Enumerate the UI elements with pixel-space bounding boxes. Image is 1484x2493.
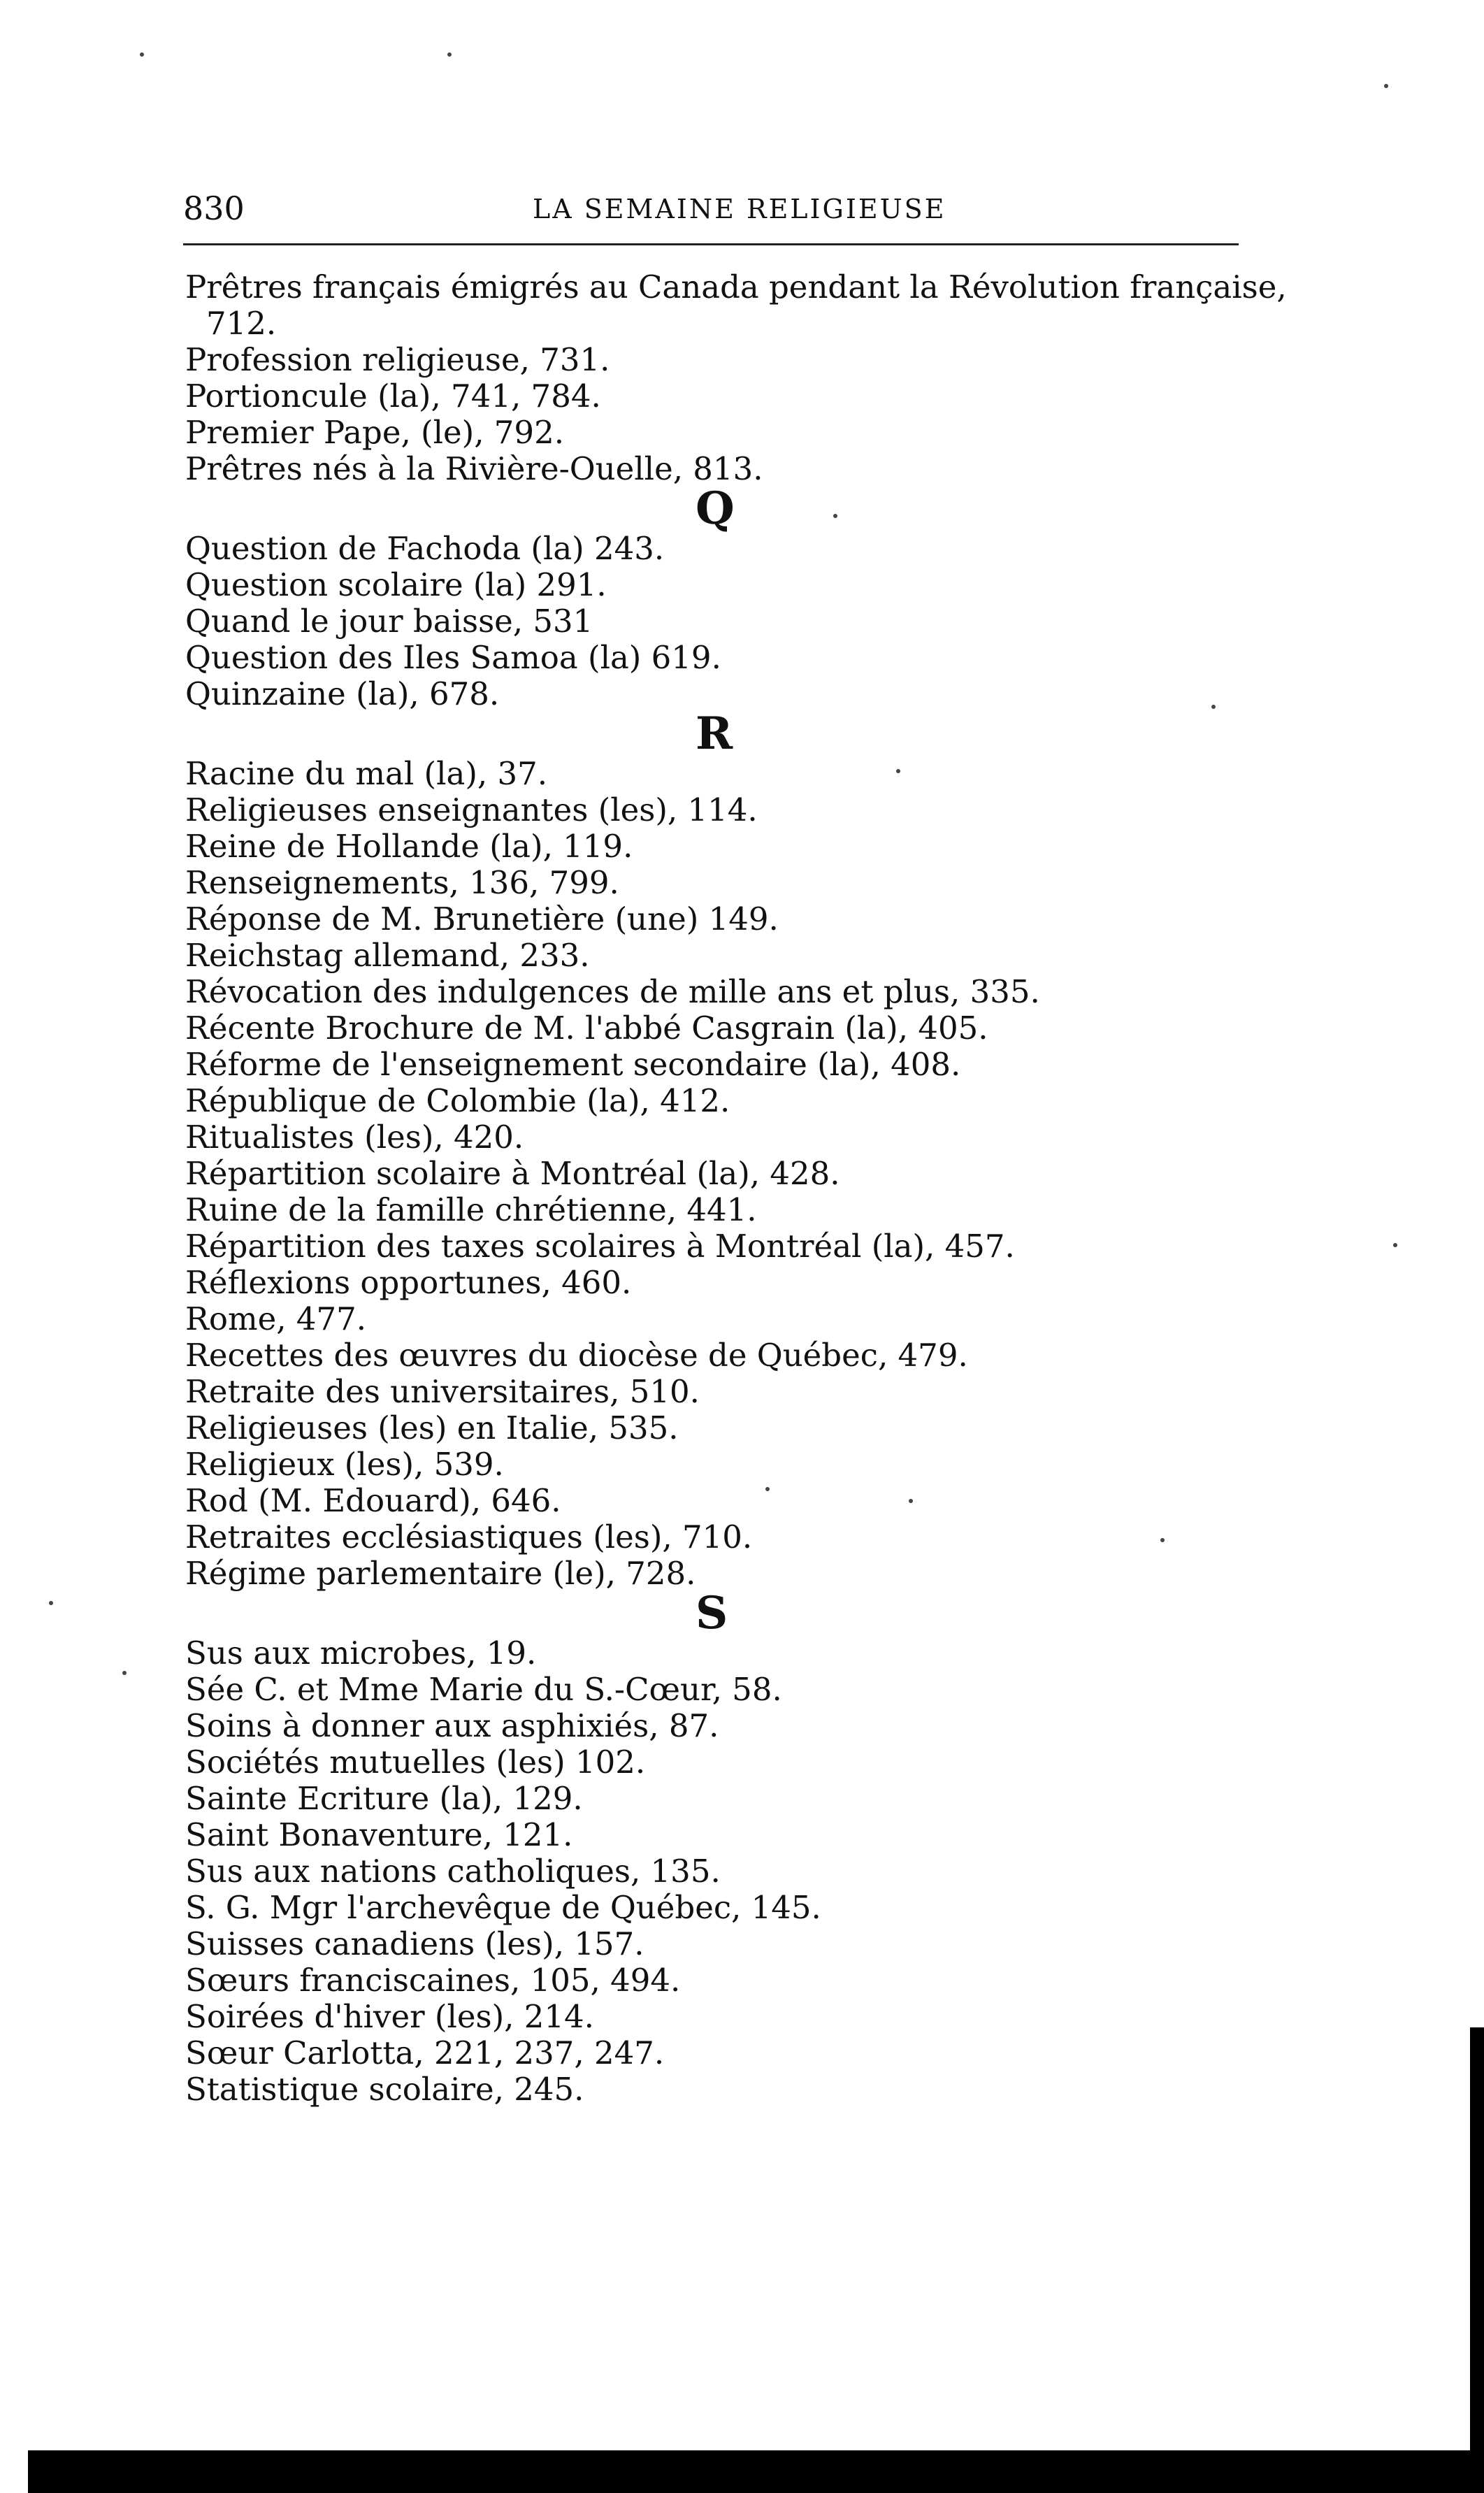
index-entry: Retraites ecclésiastiques (les), 710. bbox=[185, 1518, 753, 1556]
index-entry: Répartition scolaire à Montréal (la), 428. bbox=[185, 1155, 840, 1192]
index-entry: Sœur Carlotta, 221, 237, 247. bbox=[185, 2034, 665, 2071]
section-letter-r: R bbox=[696, 707, 733, 760]
index-entry: S. G. Mgr l'archevêque de Québec, 145. bbox=[185, 1889, 821, 1926]
index-entry: Religieuses (les) en Italie, 535. bbox=[185, 1409, 679, 1446]
index-entry: Soirées d'hiver (les), 214. bbox=[185, 1998, 594, 2035]
index-entry: Rome, 477. bbox=[185, 1300, 367, 1337]
index-entry: Ruine de la famille chrétienne, 441. bbox=[185, 1191, 757, 1228]
index-entry: Prêtres français émigrés au Canada pendant la Révolution française, bbox=[185, 268, 1287, 306]
header-rule bbox=[183, 243, 1239, 245]
index-entry: Question des Iles Samoa (la) 619. bbox=[185, 639, 721, 676]
index-entry: Premier Pape, (le), 792. bbox=[185, 414, 564, 451]
scan-speck bbox=[909, 1499, 913, 1503]
index-entry: Reichstag allemand, 233. bbox=[185, 937, 590, 974]
index-entry: Prêtres nés à la Rivière-Ouelle, 813. bbox=[185, 450, 763, 487]
scan-bottom-border bbox=[0, 2450, 1484, 2493]
index-entry: Saint Bonaventure, 121. bbox=[185, 1816, 573, 1853]
index-list bbox=[185, 268, 1287, 2108]
index-entry: Réforme de l'enseignement secondaire (la), 408. bbox=[185, 1046, 961, 1083]
index-entry: Portioncule (la), 741, 784. bbox=[185, 378, 601, 415]
index-entry: République de Colombie (la), 412. bbox=[185, 1082, 730, 1119]
index-entry: Réponse de M. Brunetière (une) 149. bbox=[185, 900, 779, 937]
scan-speck bbox=[49, 1601, 53, 1605]
index-entry: Sociétés mutuelles (les) 102. bbox=[185, 1744, 646, 1781]
index-entry: Renseignements, 136, 799. bbox=[185, 864, 619, 901]
index-entry: Sainte Ecriture (la), 129. bbox=[185, 1780, 583, 1817]
index-entry: Question scolaire (la) 291. bbox=[185, 566, 607, 603]
section-letter-q: Q bbox=[696, 482, 735, 535]
index-entry: Réflexions opportunes, 460. bbox=[185, 1264, 632, 1301]
scan-speck bbox=[447, 52, 452, 57]
scan-speck bbox=[1384, 84, 1388, 88]
index-entry: Révocation des indulgences de mille ans et plus, 335. bbox=[185, 973, 1040, 1010]
scan-speck bbox=[1160, 1538, 1165, 1542]
index-entry: Sée C. et Mme Marie du S.-Cœur, 58. bbox=[185, 1671, 782, 1708]
index-entry: 712. bbox=[206, 305, 277, 342]
index-entry: Racine du mal (la), 37. bbox=[185, 755, 548, 792]
scan-speck bbox=[1211, 705, 1216, 709]
scan-edge-shadow bbox=[1470, 2027, 1484, 2461]
index-entry: Ritualistes (les), 420. bbox=[185, 1119, 524, 1156]
index-entry: Quand le jour baisse, 531 bbox=[185, 603, 593, 640]
section-letter-s: S bbox=[696, 1587, 728, 1639]
scan-speck bbox=[896, 769, 900, 773]
index-entry: Sus aux nations catholiques, 135. bbox=[185, 1853, 721, 1890]
index-entry: Statistique scolaire, 245. bbox=[185, 2071, 584, 2108]
index-entry: Répartition des taxes scolaires à Montréal (la), 457. bbox=[185, 1228, 1015, 1265]
index-entry: Récente Brochure de M. l'abbé Casgrain (la), 405. bbox=[185, 1010, 988, 1047]
index-entry: Suisses canadiens (les), 157. bbox=[185, 1925, 644, 1962]
index-entry: Reine de Hollande (la), 119. bbox=[185, 828, 633, 865]
running-title: LA SEMAINE RELIGIEUSE bbox=[533, 194, 946, 224]
index-entry: Retraite des universitaires, 510. bbox=[185, 1373, 700, 1410]
scan-speck bbox=[765, 1487, 770, 1491]
index-entry: Religieuses enseignantes (les), 114. bbox=[185, 791, 758, 828]
scan-speck bbox=[833, 514, 837, 518]
scan-speck bbox=[122, 1671, 127, 1675]
index-entry: Régime parlementaire (le), 728. bbox=[185, 1555, 696, 1592]
index-entry: Recettes des œuvres du diocèse de Québec, 479. bbox=[185, 1337, 968, 1374]
scan-speck bbox=[1393, 1243, 1397, 1247]
index-entry: Rod (M. Edouard), 646. bbox=[185, 1482, 561, 1519]
page-header bbox=[183, 187, 1232, 236]
index-entry: Question de Fachoda (la) 243. bbox=[185, 530, 665, 567]
index-entry: Religieux (les), 539. bbox=[185, 1446, 504, 1483]
index-entry: Sus aux microbes, 19. bbox=[185, 1635, 537, 1672]
page-number: 830 bbox=[183, 189, 245, 227]
index-entry: Sœurs franciscaines, 105, 494. bbox=[185, 1962, 681, 1999]
scan-speck bbox=[140, 52, 144, 57]
index-entry: Profession religieuse, 731. bbox=[185, 341, 610, 378]
scan-bottom-border-gap bbox=[0, 2450, 28, 2493]
index-entry: Soins à donner aux asphixiés, 87. bbox=[185, 1707, 719, 1744]
index-entry: Quinzaine (la), 678. bbox=[185, 675, 500, 712]
